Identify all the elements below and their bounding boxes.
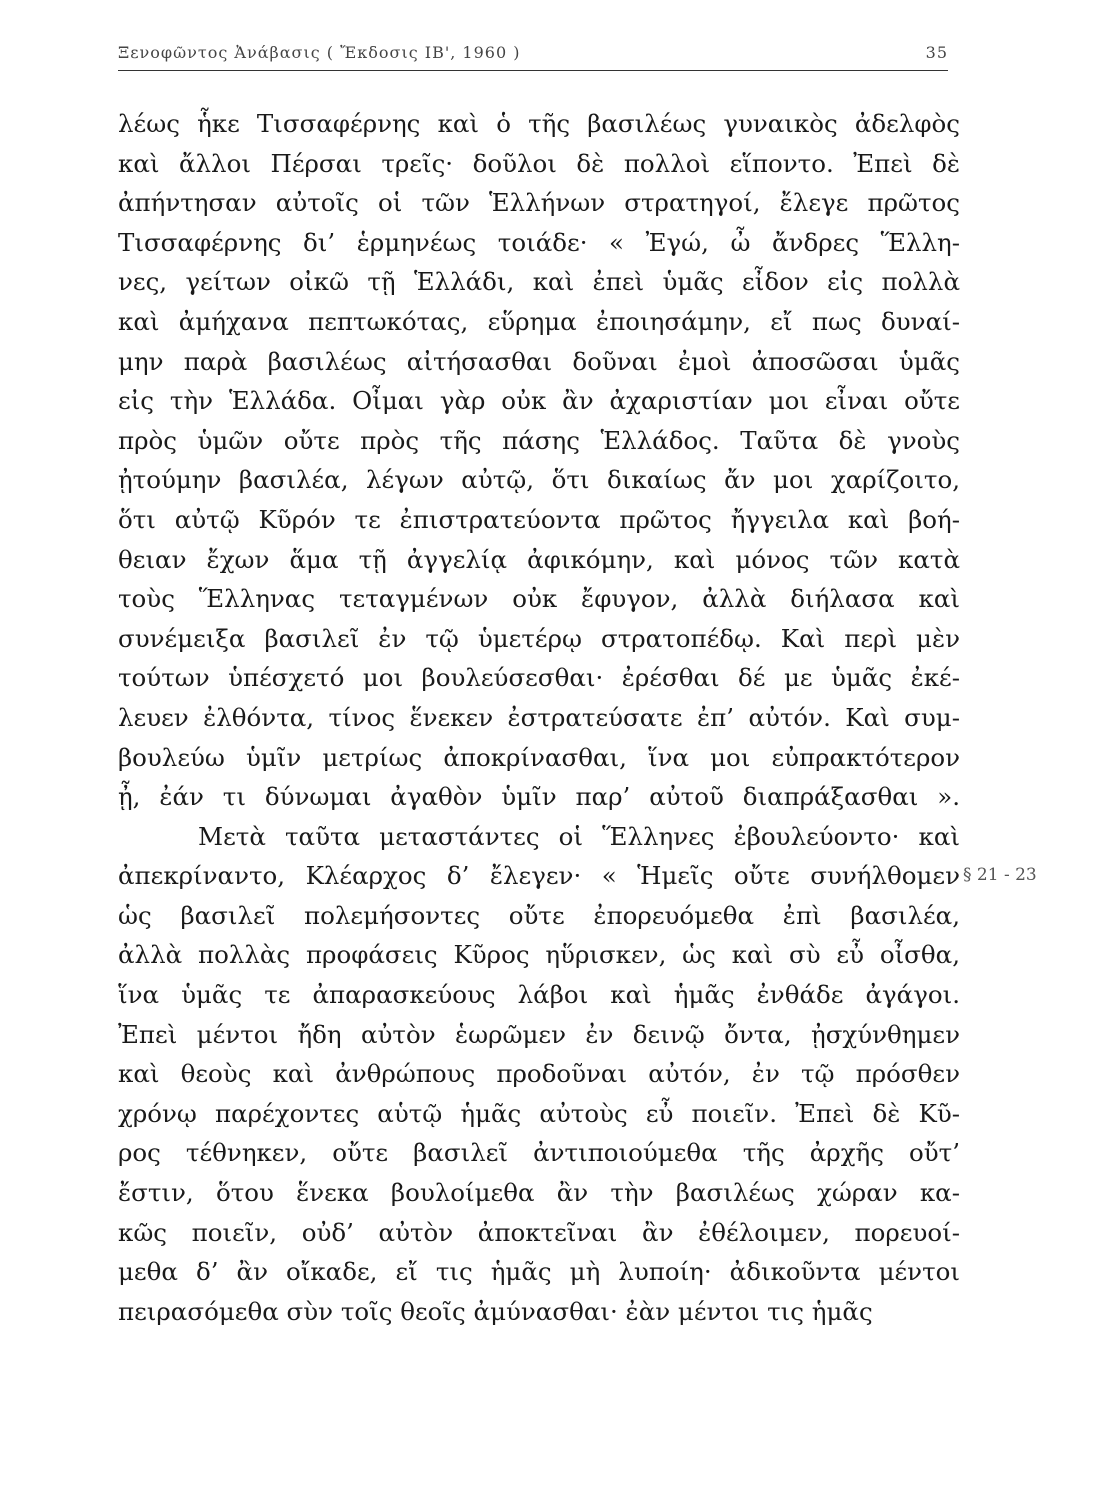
text-line: χρόνῳ παρέχοντες αὑτῷ ἡμᾶς αὐτοὺς εὖ ποιεῖν. Ἐπεὶ δὲ Κῦ- <box>118 1098 960 1128</box>
page-number: 35 <box>925 43 948 62</box>
text-line: λέως ἧκε Τισσαφέρνης καὶ ὁ τῆς βασιλέως γυναικὸς ἀδελφὸς <box>118 109 960 138</box>
text-line: βουλεύω ὑμῖν μετρίως ἀποκρίνασθαι, ἵνα μοι εὐπρακτότερον <box>118 742 960 772</box>
header-title: Ξενοφῶντος Ἀνάβασις ( Ἔκδοσις ΙΒ', 1960 ) <box>118 43 521 62</box>
text-line: λευεν ἐλθόντα, τίνος ἕνεκεν ἐστρατεύσατε ἐπ’ αὐτόν. Καὶ συμ- <box>118 702 960 732</box>
text-line: τοὺς Ἕλληνας τεταγμένων οὐκ ἔφυγον, ἀλλὰ διήλασα καὶ <box>118 584 960 614</box>
text-line: κῶς ποιεῖν, οὐδ’ αὐτὸν ἀποκτεῖναι ἂν ἐθέλοιμεν, πορευοί- <box>118 1217 960 1247</box>
text-line: ὅτι αὐτῷ Κῦρόν τε ἐπιστρατεύοντα πρῶτος ἤγγειλα καὶ βοή- <box>118 504 960 534</box>
text-body <box>118 104 960 1331</box>
text-line: καὶ θεοὺς καὶ ἀνθρώπους προδοῦναι αὐτόν, ἐν τῷ πρόσθεν <box>118 1059 960 1089</box>
text-line: ἀπεκρίναντο, Κλέαρχος δ’ ἔλεγεν· « Ἡμεῖς οὔτε συνήλθομεν <box>118 861 960 891</box>
text-line: νες, γείτων οἰκῶ τῇ Ἑλλάδι, καὶ ἐπεὶ ὑμᾶς εἶδον εἰς πολλὰ <box>118 267 960 297</box>
section-margin-note: § 21 - 23 <box>963 865 1037 885</box>
text-line: ἵνα ὑμᾶς τε ἀπαρασκεύους λάβοι καὶ ἡμᾶς ἐνθάδε ἀγάγοι. <box>118 980 960 1010</box>
text-line: πρὸς ὑμῶν οὔτε πρὸς τῆς πάσης Ἑλλάδος. Ταῦτα δὲ γνοὺς <box>118 425 960 455</box>
text-line: ρος τέθνηκεν, οὔτε βασιλεῖ ἀντιποιούμεθα τῆς ἀρχῆς οὔτ’ <box>118 1138 960 1168</box>
text-line: ὡς βασιλεῖ πολεμήσοντες οὔτε ἐπορευόμεθα ἐπὶ βασιλέα, <box>118 900 960 930</box>
text-line: ἀπήντησαν αὐτοῖς οἱ τῶν Ἑλλήνων στρατηγοί, ἔλεγε πρῶτος <box>118 188 960 218</box>
paragraph-first-line: Μετὰ ταῦτα μεταστάντες οἱ Ἕλληνες ἐβουλεύοντο· καὶ <box>198 821 960 851</box>
text-line: ᾐτούμην βασιλέα, λέγων αὐτῷ, ὅτι δικαίως ἄν μοι χαρίζοιτο, <box>118 465 960 495</box>
text-line: μην παρὰ βασιλέως αἰτήσασθαι δοῦναι ἐμοὶ ἀποσῶσαι ὑμᾶς <box>118 346 960 376</box>
text-line: Ἐπεὶ μέντοι ἤδη αὐτὸν ἑωρῶμεν ἐν δεινῷ ὄντα, ᾐσχύνθημεν <box>118 1019 960 1049</box>
text-line: εἰς τὴν Ἑλλάδα. Οἶμαι γὰρ οὐκ ἂν ἀχαριστίαν μοι εἶναι οὔτε <box>118 386 960 416</box>
text-line: ἀλλὰ πολλὰς προφάσεις Κῦρος ηὕρισκεν, ὡς καὶ σὺ εὖ οἶσθα, <box>118 940 960 970</box>
text-line: τούτων ὑπέσχετό μοι βουλεύσεσθαι· ἐρέσθαι δέ με ὑμᾶς ἐκέ- <box>118 663 960 693</box>
running-header <box>118 40 948 71</box>
text-line: συνέμειξα βασιλεῖ ἐν τῷ ὑμετέρῳ στρατοπέδῳ. Καὶ περὶ μὲν <box>118 623 960 653</box>
text-line: θειαν ἔχων ἅμα τῇ ἀγγελίᾳ ἀφικόμην, καὶ μόνος τῶν κατὰ <box>118 544 960 574</box>
text-line: μεθα δ’ ἂν οἴκαδε, εἴ τις ἡμᾶς μὴ λυποίη· ἀδικοῦντα μέντοι <box>118 1257 960 1287</box>
text-line: ἔστιν, ὅτου ἕνεκα βουλοίμεθα ἂν τὴν βασιλέως χώραν κα- <box>118 1178 960 1208</box>
text-line: καὶ ἄλλοι Πέρσαι τρεῖς· δοῦλοι δὲ πολλοὶ εἵποντο. Ἐπεὶ δὲ <box>118 148 960 178</box>
text-line: ᾖ, ἐάν τι δύνωμαι ἀγαθὸν ὑμῖν παρ’ αὐτοῦ διαπράξασθαι ». <box>118 782 960 812</box>
text-line: πειρασόμεθα σὺν τοῖς θεοῖς ἀμύνασθαι· ἐὰν μέντοι τις ἡμᾶς <box>118 1296 873 1326</box>
text-line: Τισσαφέρνης δι’ ἑρμηνέως τοιάδε· « Ἐγώ, ὦ ἄνδρες Ἕλλη- <box>118 227 960 257</box>
text-line: καὶ ἀμήχανα πεπτωκότας, εὕρημα ἐποιησάμην, εἴ πως δυναί- <box>118 306 960 336</box>
